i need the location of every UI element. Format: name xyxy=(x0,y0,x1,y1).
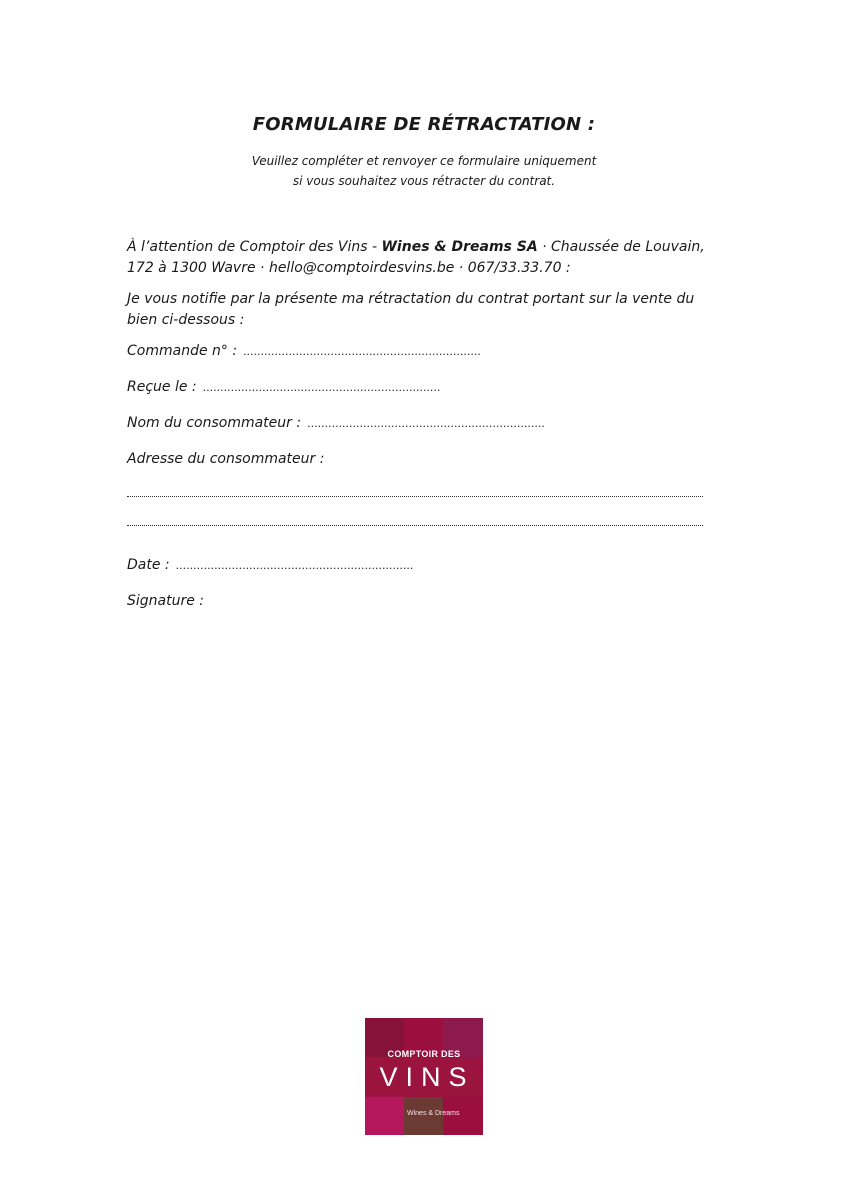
comptoir-des-vins-logo xyxy=(365,1018,483,1135)
received-date-label: Reçue le : xyxy=(127,379,197,395)
consumer-name-label: Nom du consommateur : xyxy=(127,415,302,431)
form-title: FORMULAIRE DE RÉTRACTATION : xyxy=(252,114,596,135)
logo-text-tagline: Wines & Dreams xyxy=(407,1110,460,1117)
received-date-field xyxy=(127,377,440,398)
consumer-name-blank[interactable]: .................................................................... xyxy=(307,417,545,430)
recipient-suffix: · Chaussée de Louvain, 172 à 1300 Wavre · hello@comptoirdesvins.be · 067/33.33.70 : xyxy=(127,239,705,276)
logo-block-bottom-left xyxy=(365,1097,404,1135)
date-blank[interactable]: .................................................................... xyxy=(175,559,414,572)
date-label: Date : xyxy=(127,557,170,573)
consumer-address-field xyxy=(127,449,324,469)
received-date-blank[interactable]: .................................................................... xyxy=(202,381,441,394)
order-number-blank[interactable]: .................................................................... xyxy=(243,345,481,358)
order-number-label: Commande n° : xyxy=(127,343,238,359)
logo-text-comptoir-des: COMPTOIR DES xyxy=(387,1049,461,1059)
form-instructions xyxy=(0,151,848,191)
date-field xyxy=(127,555,413,576)
address-blank-line-1[interactable] xyxy=(127,496,703,497)
order-number-field xyxy=(127,341,481,362)
instructions-line-1: Veuillez compléter et renvoyer ce formulaire uniquement xyxy=(251,154,597,168)
signature-label: Signature : xyxy=(127,593,205,609)
signature-field xyxy=(127,591,204,611)
company-name: Wines & Dreams SA xyxy=(381,239,538,255)
recipient-prefix: À l’attention de Comptoir des Vins - xyxy=(127,239,382,255)
logo-text-vins: VINS xyxy=(379,1062,475,1092)
consumer-name-field xyxy=(127,413,545,434)
consumer-address-label: Adresse du consommateur : xyxy=(127,451,325,467)
recipient-address xyxy=(127,237,707,279)
instructions-line-2: si vous souhaitez vous rétracter du contrat. xyxy=(292,174,556,188)
address-blank-line-2[interactable] xyxy=(127,525,703,526)
notification-text: Je vous notifie par la présente ma rétractation du contrat portant sur la vente du bien ci-dessous : xyxy=(127,291,695,328)
